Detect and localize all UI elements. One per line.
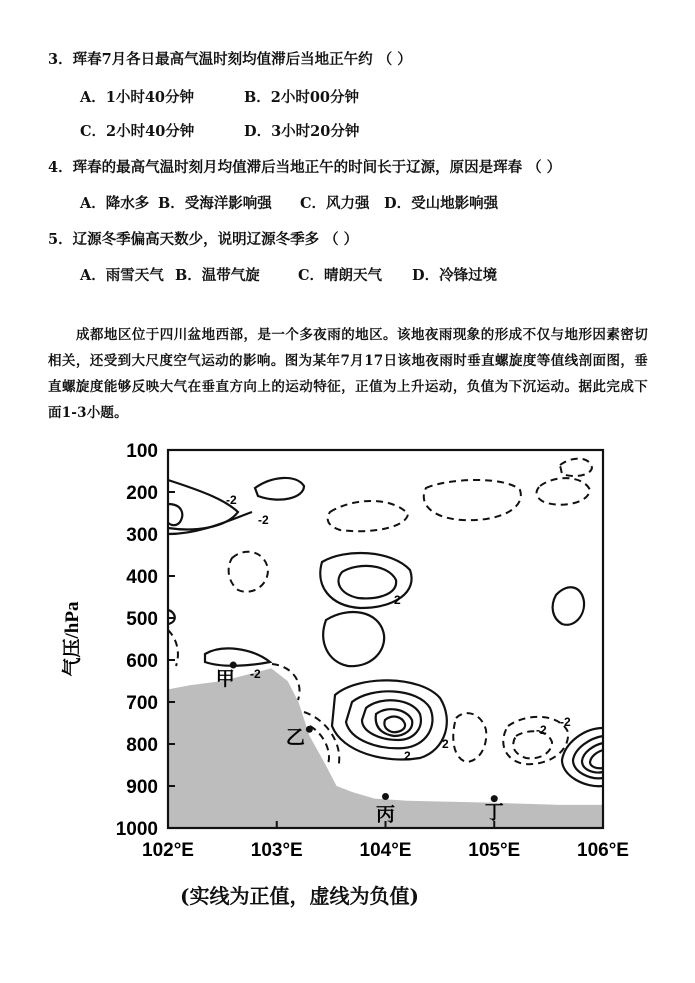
point-label: 丁 — [484, 801, 504, 824]
chart-caption: (实线为正值，虚线为负值) — [180, 884, 419, 908]
contour-dashed — [229, 552, 268, 592]
y-tick-label: 100 — [126, 441, 158, 462]
y-tick-label: 500 — [126, 609, 158, 630]
x-tick-label: 105°E — [468, 840, 521, 861]
question-4-option-d[interactable]: D．受山地影响强 — [384, 195, 499, 212]
question-4-option-b[interactable]: B．受海洋影响强 — [158, 195, 272, 212]
point-marker — [382, 793, 389, 800]
contour-solid — [384, 717, 405, 733]
y-tick-label: 400 — [126, 567, 158, 588]
y-tick-label: 1000 — [115, 819, 158, 840]
contour-solid — [205, 648, 270, 665]
y-tick-label: 600 — [126, 651, 158, 672]
y-tick-label: 200 — [126, 483, 158, 504]
contour-solid — [168, 512, 252, 534]
question-5-option-d[interactable]: D．冷锋过境 — [412, 267, 498, 284]
y-tick-label: 700 — [126, 693, 158, 714]
contour-solid — [323, 612, 384, 666]
y-tick-label: 300 — [126, 525, 158, 546]
contour-value-label: 2 — [404, 749, 411, 763]
contour-dashed — [453, 713, 486, 762]
contour-dashed — [424, 480, 521, 520]
x-tick-label: 104°E — [359, 840, 412, 861]
contour-value-label: -2 — [560, 715, 571, 729]
reading-passage: 成都地区位于四川盆地西部，是一个多夜雨的地区。该地夜雨现象的形成不仅与地形因素密切相关，还受到大尺度空气运动的影响。图为某年7月17日该地夜雨时垂直螺旋度等值线剖面图，垂直螺旋度能够反映大气在垂直方向上的运动特征，正值为上升运动，负值为下沉运动。据此完成下面1-3小题。 — [48, 327, 648, 421]
question-3-option-d[interactable]: D．3小时20分钟 — [244, 123, 360, 140]
question-3-option-c[interactable]: C．2小时40分钟 — [80, 123, 195, 140]
x-tick-label: 103°E — [250, 840, 303, 861]
contour-solid — [553, 587, 584, 625]
contour-value-label: -2 — [226, 493, 237, 507]
point-label: 丙 — [375, 803, 396, 826]
helicity-contour-chart — [0, 430, 695, 880]
contour-dashed — [560, 459, 592, 476]
question-4-option-c[interactable]: C．风力强 — [300, 195, 370, 212]
question-3-option-a[interactable]: A．1小时40分钟 — [80, 89, 195, 106]
contour-value-label: -2 — [536, 723, 547, 737]
y-axis-label: 气压/hPa — [62, 601, 83, 677]
point-label: 乙 — [285, 726, 305, 749]
question-5-option-b[interactable]: B．温带气旋 — [175, 267, 260, 284]
question-5-option-a[interactable]: A．雨雪天气 — [80, 267, 164, 284]
question-5-stem: 5．辽源冬季偏高天数少，说明辽源冬季多 （ ） — [48, 231, 359, 248]
contour-value-label: 2 — [442, 737, 449, 751]
question-4-stem: 4．珲春的最高气温时刻月均值滞后当地正午的时间长于辽源，原因是珲春 （ ） — [48, 159, 562, 176]
y-tick-label: 900 — [126, 777, 158, 798]
point-marker — [306, 726, 313, 733]
question-3-stem: 3．珲春7月各日最高气温时刻均值滞后当地正午约 （ ） — [48, 51, 412, 68]
contour-solid — [168, 504, 182, 525]
contour-dashed — [328, 501, 408, 531]
contour-solid — [590, 750, 603, 768]
question-4-option-a[interactable]: A．降水多 — [80, 195, 150, 212]
x-tick-label: 102°E — [142, 840, 194, 861]
y-tick-label: 800 — [126, 735, 158, 756]
x-tick-label: 106°E — [577, 840, 629, 861]
contour-value-label: -2 — [250, 667, 261, 681]
contour-value-label: -2 — [258, 513, 269, 527]
question-3-option-b[interactable]: B．2小时00分钟 — [244, 89, 360, 106]
contour-value-label: 2 — [394, 593, 401, 607]
contour-solid — [255, 478, 304, 500]
question-5-option-c[interactable]: C．晴朗天气 — [298, 267, 383, 284]
contour-solid — [339, 566, 397, 598]
contour-dashed — [537, 478, 590, 505]
point-label: 甲 — [215, 668, 235, 691]
